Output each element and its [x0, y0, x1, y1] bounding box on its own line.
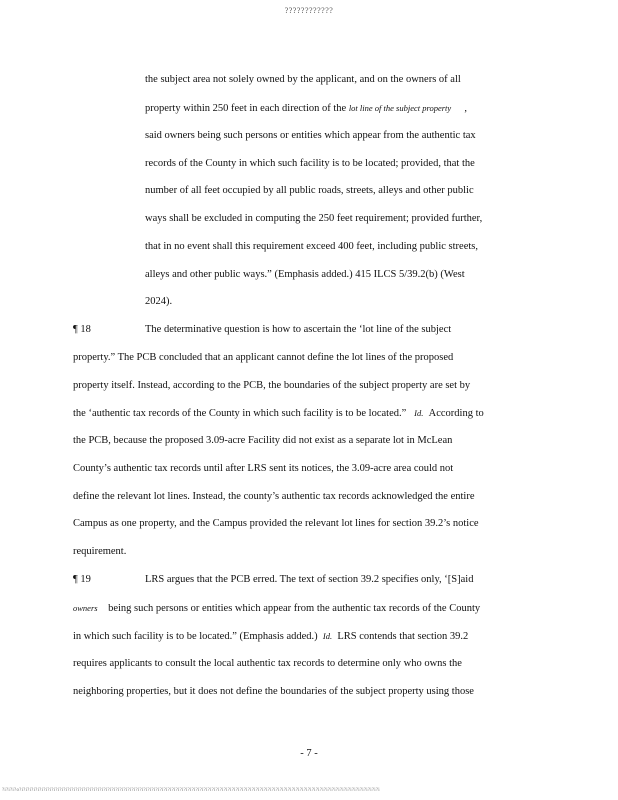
- para-line: LRS argues that the PCB erred. The text of section 39.2 specifies only, ‘[S]aid: [145, 574, 474, 585]
- quote-line: that in no event shall this requirement exceed 400 feet, including public streets,: [145, 241, 478, 252]
- italic-phrase: lot line of the subject property: [348, 103, 452, 113]
- para-line: the PCB, because the proposed 3.09-acre Facility did not exist as a separate lot in McLean: [73, 435, 453, 446]
- para-line: property itself. Instead, according to the PCB, the boundaries of the subject property are set by: [73, 380, 471, 391]
- quote-line: said owners being such persons or entities which appear from the authentic tax: [145, 130, 476, 141]
- document-stamp: ?i?i?i?o?i?i?i?i?i?i?i?i?i?i?i?i?i?i?i?i?i?i?i?i?i?i?i?i?i?i?i?i?i?i?i?i?i?i?i?i?i?i?i?i?i?i?i?i?i?i?i?i?i?i?i?i?i?i?i?i?i?i?i?i?i?i?i?i?i?i?i?i?i?i?i?i?i?i?i?i?i?i?i?i?i?i?i?i?i?i?i?i?i?i: [2, 788, 380, 793]
- para-line: The determinative question is how to ascertain the ‘lot line of the subject: [145, 324, 452, 335]
- para-line: in which such facility is to be located.” (Emphasis added.) Id. LRS contends that section 39.2: [73, 631, 469, 642]
- para-line: property.” The PCB concluded that an applicant cannot define the lot lines of the proposed: [73, 352, 454, 363]
- para-line: owners being such persons or entities which appear from the authentic tax records of the County: [73, 603, 481, 614]
- para-line: neighboring properties, but it does not define the boundaries of the subject property using those: [73, 686, 474, 697]
- quote-line: the subject area not solely owned by the applicant, and on the owners of all: [145, 74, 461, 85]
- para-line: County’s authentic tax records until after LRS sent its notices, the 3.09-acre area could not: [73, 463, 454, 474]
- para-line: Campus as one property, and the Campus provided the relevant lot lines for section 39.2’s notice: [73, 518, 479, 529]
- id-citation: Id.: [414, 408, 424, 418]
- para-line: requirement.: [73, 546, 127, 557]
- para-line: the ‘authentic tax records of the County in which such facility is to be located.” Id. According to: [73, 408, 484, 419]
- quote-line: records of the County in which such facility is to be located; provided, that the: [145, 158, 475, 169]
- quote-line: ways shall be excluded in computing the 250 feet requirement; provided further,: [145, 213, 483, 224]
- quote-line: property within 250 feet in each direction of the lot line of the subject property ,: [145, 103, 467, 114]
- page-header: ????????????: [284, 6, 334, 15]
- quote-line: alleys and other public ways.” (Emphasis added.) 415 ILCS 5/39.2(b) (West: [145, 269, 465, 280]
- quote-line: 2024).: [145, 296, 173, 307]
- id-citation: Id.: [322, 631, 333, 641]
- para-line: requires applicants to consult the local authentic tax records to determine only who owns the: [73, 658, 462, 669]
- paragraph-number: ¶ 19: [73, 574, 91, 585]
- page-number: - 7 -: [300, 748, 318, 759]
- quote-line: number of all feet occupied by all public roads, streets, alleys and other public: [145, 185, 474, 196]
- italic-word: owners: [73, 603, 98, 613]
- paragraph-number: ¶ 18: [73, 324, 91, 335]
- para-line: define the relevant lot lines. Instead, the county’s authentic tax records acknowledged the entire: [73, 491, 475, 502]
